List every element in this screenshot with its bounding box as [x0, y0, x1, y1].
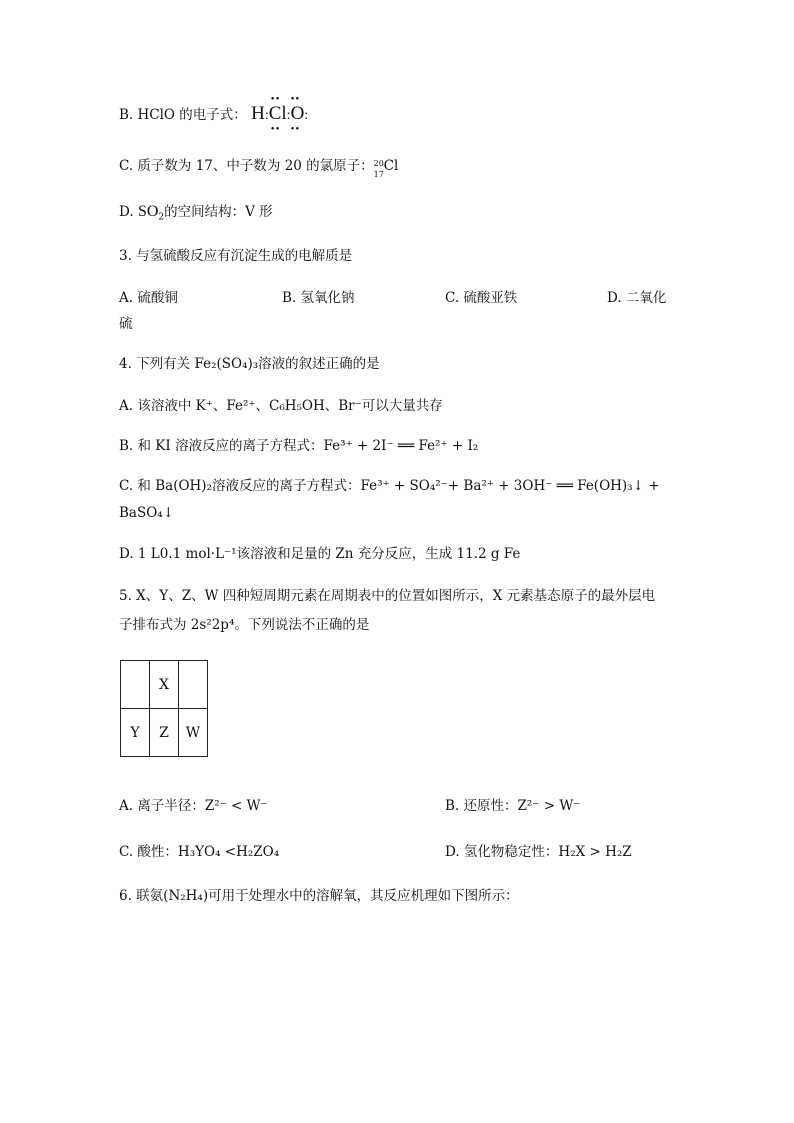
lewis-o: O — [290, 103, 305, 124]
q2-option-c-text: C. 质子数为 17、中子数为 20 的氯原子： — [119, 158, 374, 174]
q4-option-c: C. 和 Ba(OH)₂溶液反应的离子方程式：Fe³⁺ + SO₄²⁻+ Ba²⁺ + 3OH⁻ ══ Fe(OH)₃↓ + — [119, 478, 660, 494]
q3-option-a: A. 硫酸铜 — [119, 290, 178, 306]
q3-option-b: B. 氢氧化钠 — [282, 290, 355, 306]
q2-option-b — [119, 93, 309, 135]
chlorine-isotope-notation — [373, 156, 384, 179]
q2-option-d — [119, 202, 273, 222]
q5-option-d: D. 氢化物稳定性：H₂X > H₂Z — [445, 844, 632, 860]
q6-stem: 6. 联氨(N₂H₄)可用于处理水中的溶解氧，其反应机理如下图所示： — [119, 888, 519, 904]
q3-option-d-wrap: 硫 — [119, 316, 133, 332]
q3-stem: 3. 与氢硫酸反应有沉淀生成的电解质是 — [119, 248, 353, 264]
table-cell-z: Z — [150, 709, 179, 757]
table-cell-x: X — [150, 661, 179, 709]
q2-option-b-text: B. HClO 的电子式： — [119, 107, 247, 123]
q3-option-c: C. 硫酸亚铁 — [445, 290, 518, 306]
q5-stem-line1: 5. X、Y、Z、W 四种短周期元素在周期表中的位置如图所示，X 元素基态原子的最外层电 — [119, 588, 656, 604]
so2-formula: SO — [137, 203, 159, 220]
q2-option-d-prefix: D. — [119, 204, 138, 220]
q3-option-d: D. 二氧化 — [607, 290, 667, 306]
q5-option-c: C. 酸性：H₃YO₄ <H₂ZO₄ — [119, 844, 280, 860]
so2-subscript: 2 — [158, 212, 165, 223]
q2-option-d-suffix: 的空间结构：V 形 — [164, 204, 273, 220]
table-cell-y: Y — [121, 709, 150, 757]
table-row — [121, 661, 208, 709]
lewis-h: H — [251, 103, 265, 124]
lewis-cl: Cl — [268, 103, 287, 124]
q5-option-a: A. 离子半径：Z²⁻ < W⁻ — [119, 798, 268, 814]
q5-stem-line2: 子排布式为 2s²2p⁴。下列说法不正确的是 — [119, 617, 370, 633]
q2-option-c — [119, 156, 399, 179]
table-cell — [121, 661, 150, 709]
isotope-atomic: 17 — [373, 170, 384, 179]
q4-stem: 4. 下列有关 Fe₂(SO₄)₃溶液的叙述正确的是 — [119, 356, 380, 372]
periodic-table-fragment — [120, 660, 208, 757]
q4-option-d: D. 1 L0.1 mol·L⁻¹该溶液和足量的 Zn 充分反应，生成 11.2 g Fe — [119, 546, 521, 562]
q5-option-b: B. 还原性：Z²⁻ > W⁻ — [445, 798, 581, 814]
q4-option-b: B. 和 KI 溶液反应的离子方程式：Fe³⁺ + 2I⁻ ══ Fe²⁺ + I₂ — [119, 438, 479, 454]
q4-option-a: A. 该溶液中 K⁺、Fe²⁺、C₆H₅OH、Br⁻可以大量共存 — [119, 398, 443, 414]
table-cell-w: W — [179, 709, 208, 757]
table-cell — [179, 661, 208, 709]
table-row — [121, 709, 208, 757]
q4-option-c-wrap: BaSO₄↓ — [119, 505, 175, 521]
isotope-symbol: Cl — [383, 158, 399, 174]
hclo-lewis-structure: H: •• Cl •• : •• O •• : — [251, 93, 309, 135]
isotope-mass: 20 — [373, 159, 384, 168]
